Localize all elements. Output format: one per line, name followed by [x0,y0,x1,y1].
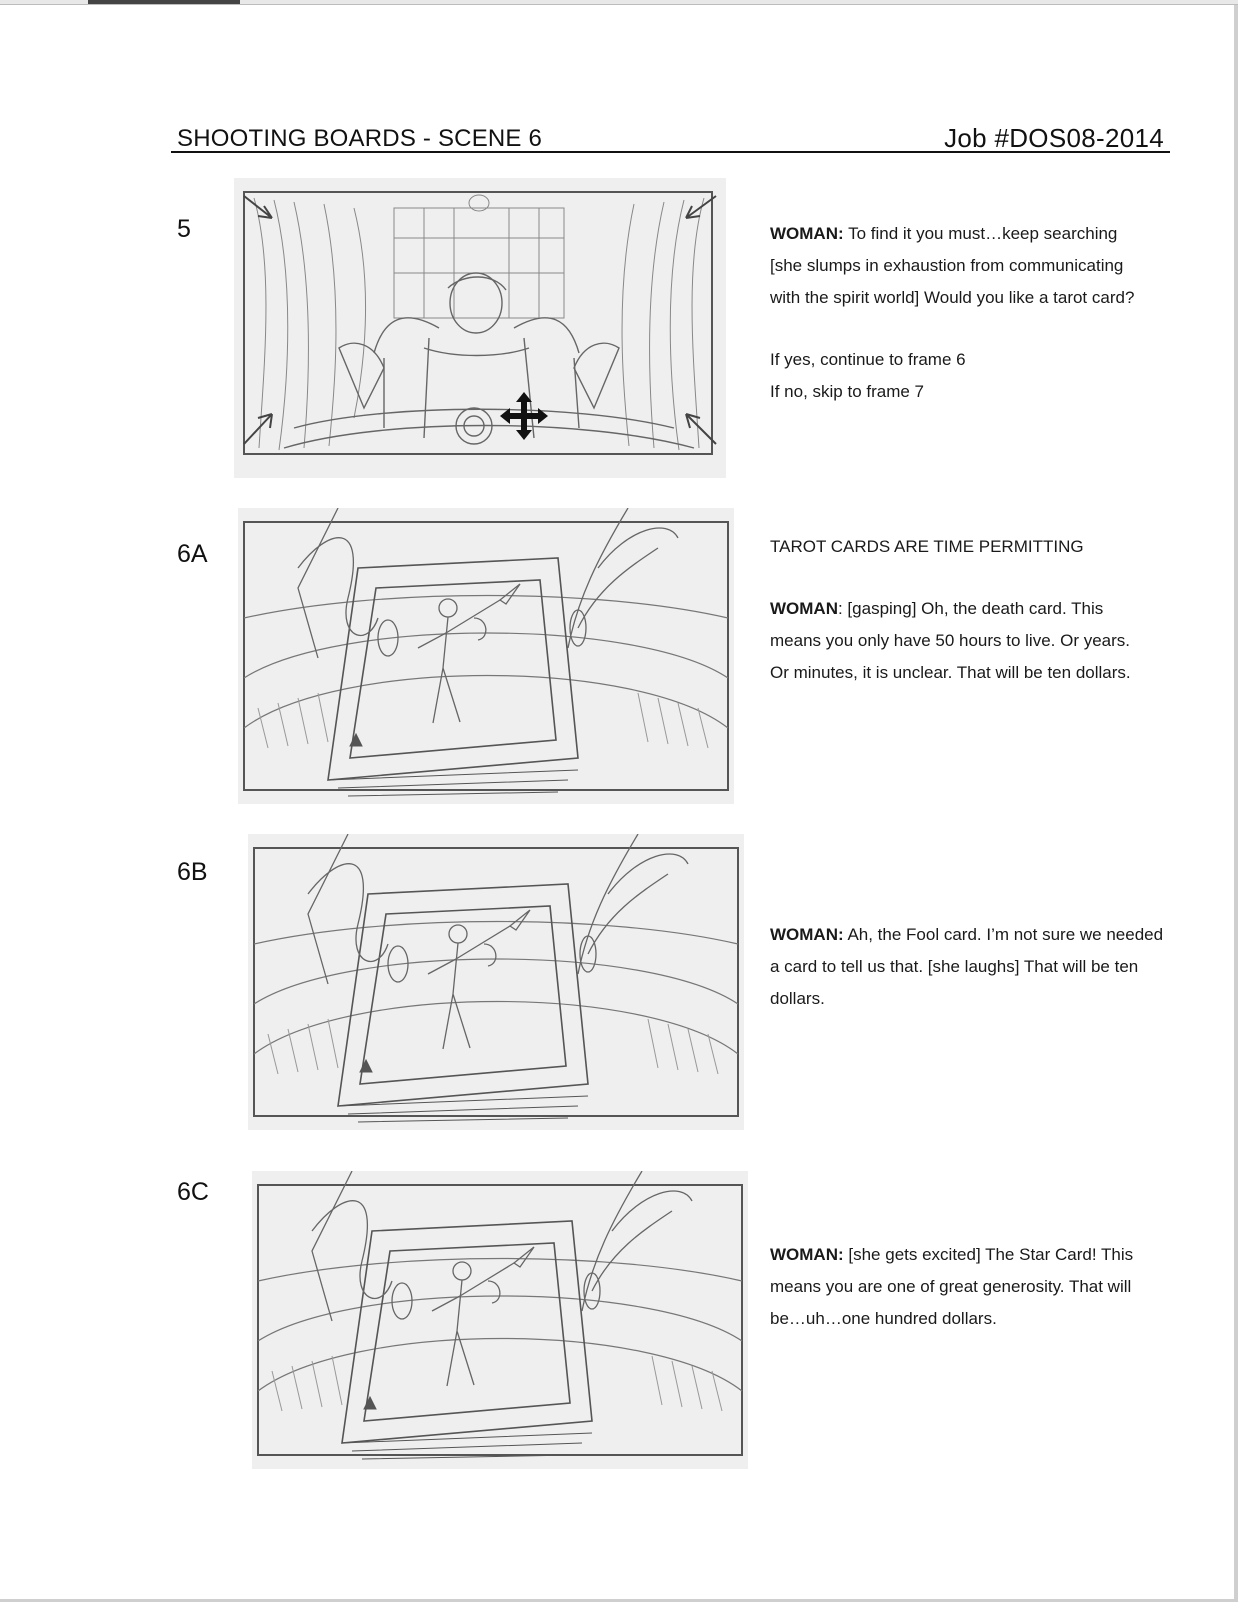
dialogue-line [770,983,1180,1015]
frame-number: 6B [177,858,208,886]
dialogue-line [770,1271,1180,1303]
dialogue-line [770,250,1180,282]
sketch-tarot-card [252,1171,748,1469]
storyboard-panel-6b[interactable] [248,834,744,1130]
dialogue-text: dollars. [770,989,825,1008]
sketch-tarot-card [248,834,744,1130]
frame-number: 6C [177,1178,209,1206]
dialogue-text: [she slumps in exhaustion from communicating [770,256,1124,275]
dialogue-text: be…uh…one hundred dollars. [770,1309,997,1328]
direction-line: If yes, continue to frame 6 [770,350,966,369]
dialogue-line [770,951,1180,983]
move-arrows-icon[interactable] [498,390,550,442]
job-number: Job #DOS08-2014 [944,123,1164,153]
dialogue-line [770,625,1180,657]
dialogue-text: Ah, the Fool card. I’m not sure we needed [843,925,1164,944]
speaker-name: WOMAN [770,599,838,618]
dialogue-text: means you are one of great generosity. That will [770,1277,1132,1296]
dialogue-text: a card to tell us that. [she laughs] That will be ten [770,957,1139,976]
sketch-fortune-teller [234,178,726,478]
dialogue-line [770,1239,1180,1271]
dialogue-line [770,919,1180,951]
speaker-name: WOMAN: [770,224,844,243]
speaker-name: WOMAN: [770,925,844,944]
active-tab-indicator[interactable] [88,0,240,4]
dialogue-text: : [gasping] Oh, the death card. This [837,599,1104,618]
dialogue-text: means you only have 50 hours to live. Or years. [770,631,1131,650]
frame-notes-6b [770,919,1180,1015]
storyboard-panel-6c[interactable] [252,1171,748,1469]
speaker-name: WOMAN: [770,1245,844,1264]
storyboard-panel-5[interactable] [234,178,726,478]
storyboard-panel-6a[interactable] [238,508,734,804]
dialogue-line [770,657,1180,689]
header-title: SHOOTING BOARDS - SCENE 6 [177,125,543,152]
frame-number: 5 [177,215,191,243]
sketch-tarot-card [238,508,734,804]
dialogue-text: To find it you must…keep searching [843,224,1118,243]
frame-notes-6a [770,531,1180,689]
dialogue-text: [she gets excited] The Star Card! This [843,1245,1134,1264]
document-page [0,5,1235,1599]
page-header [171,119,1170,153]
dialogue-text: Or minutes, it is unclear. That will be ten dollars. [770,663,1131,682]
dialogue-line [770,1303,1180,1335]
dialogue-line [770,218,1180,250]
frame-notes-5 [770,218,1180,408]
dialogue-line [770,282,1180,314]
dialogue-text: with the spirit world] Would you like a tarot card? [770,288,1135,307]
frame-number: 6A [177,540,208,568]
production-note: TAROT CARDS ARE TIME PERMITTING [770,537,1084,556]
direction-line: If no, skip to frame 7 [770,382,925,401]
frame-notes-6c [770,1239,1180,1335]
dialogue-line [770,593,1180,625]
